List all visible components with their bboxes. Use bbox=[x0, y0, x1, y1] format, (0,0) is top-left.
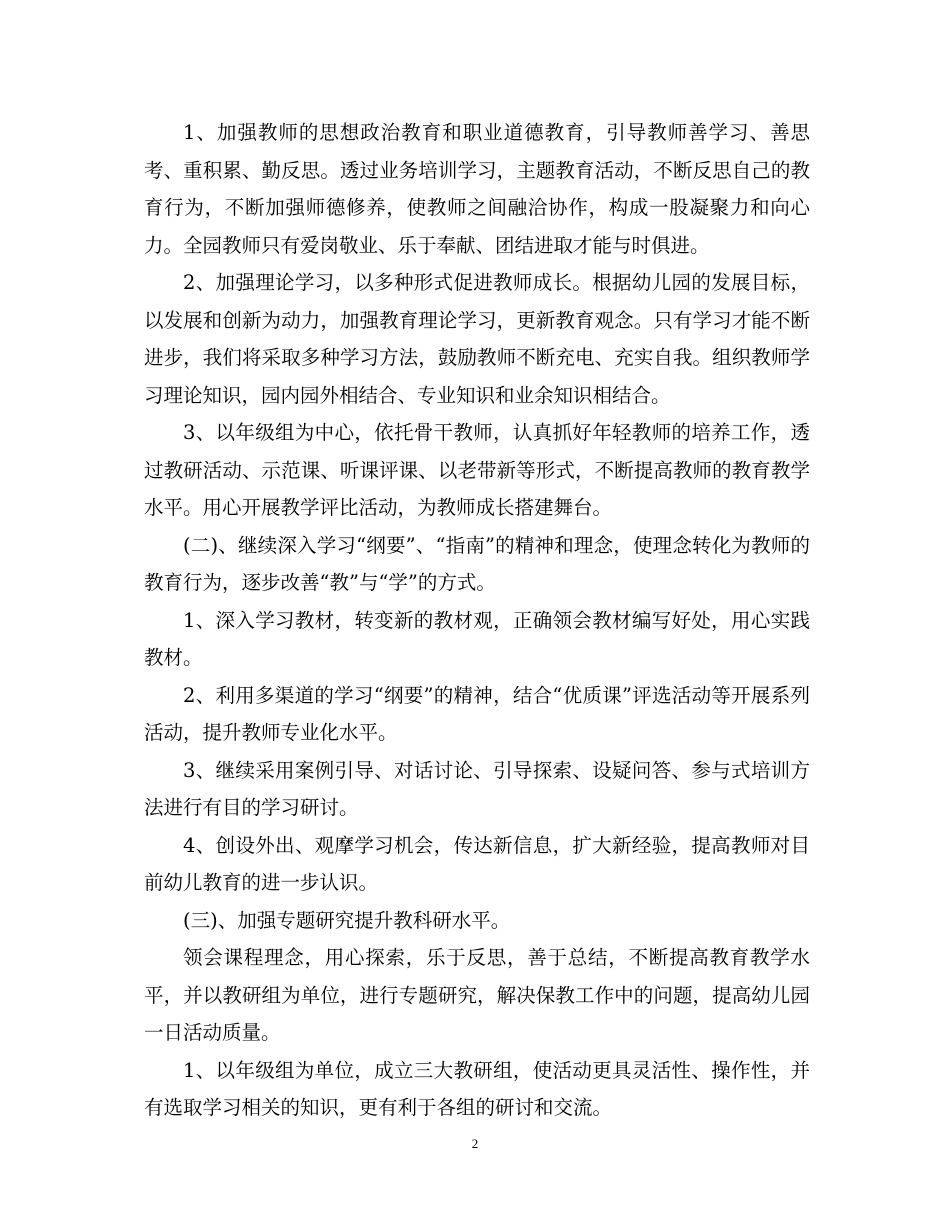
paragraph-multi-channel: 2、利用多渠道的学习“纲要”的精神，结合“优质课”评选活动等开展系列活动，提升教师专业化水平。 bbox=[144, 683, 810, 744]
section-heading-2: (二)、继续深入学习“纲要”、“指南”的精神和理念，使理念转化为教师的教育行为，逐步改善“教”与“学”的方式。 bbox=[144, 533, 810, 594]
paragraph-teacher-ethics: 1、加强教师的思想政治教育和职业道德教育，引导教师善学习、善思考、重积累、勤反思。透过业务培训学习，主题教育活动，不断反思自己的教育行为，不断加强师德修养，使教师之间融洽协作，构成一股凝聚力和向心力。全园教师只有爱岗敬业、乐于奉献、团结进取才能与时俱进。 bbox=[144, 121, 810, 257]
paragraph-theory-study: 2、加强理论学习，以多种形式促进教师成长。根据幼儿园的发展目标，以发展和创新为动力，加强教育理论学习，更新教育观念。只有学习才能不断进步，我们将采取多种学习方法，鼓励教师不断充电、充实自我。组织教师学习理论知识，园内园外相结合、专业知识和业余知识相结合。 bbox=[144, 271, 810, 407]
paragraph-research-groups: 1、以年级组为单位，成立三大教研组，使活动更具灵活性、操作性，并有选取学习相关的知识，更有利于各组的研讨和交流。 bbox=[144, 1058, 810, 1119]
page-number: 2 bbox=[471, 1136, 479, 1151]
paragraph-case-guidance: 3、继续采用案例引导、对话讨论、引导探索、设疑问答、参与式培训方法进行有目的学习研讨。 bbox=[144, 758, 810, 819]
section-heading-3: (三)、加强专题研究提升教科研水平。 bbox=[183, 908, 511, 932]
paragraph-observation: 4、创设外出、观摩学习机会，传达新信息，扩大新经验，提高教师对目前幼儿教育的进一步认识。 bbox=[144, 833, 810, 894]
paragraph-grade-group-center: 3、以年级组为中心，依托骨干教师，认真抓好年轻教师的培养工作，透过教研活动、示范课、听课评课、以老带新等形式，不断提高教师的教育教学水平。用心开展教学评比活动，为教师成长搭建舞台。 bbox=[144, 421, 810, 519]
paragraph-textbook-study: 1、深入学习教材，转变新的教材观，正确领会教材编写好处，用心实践教材。 bbox=[144, 608, 810, 669]
paragraph-curriculum-concept: 领会课程理念，用心探索，乐于反思，善于总结，不断提高教育教学水平，并以教研组为单位，进行专题研究，解决保教工作中的问题，提高幼儿园一日活动质量。 bbox=[144, 946, 810, 1044]
document-body bbox=[144, 114, 810, 1127]
